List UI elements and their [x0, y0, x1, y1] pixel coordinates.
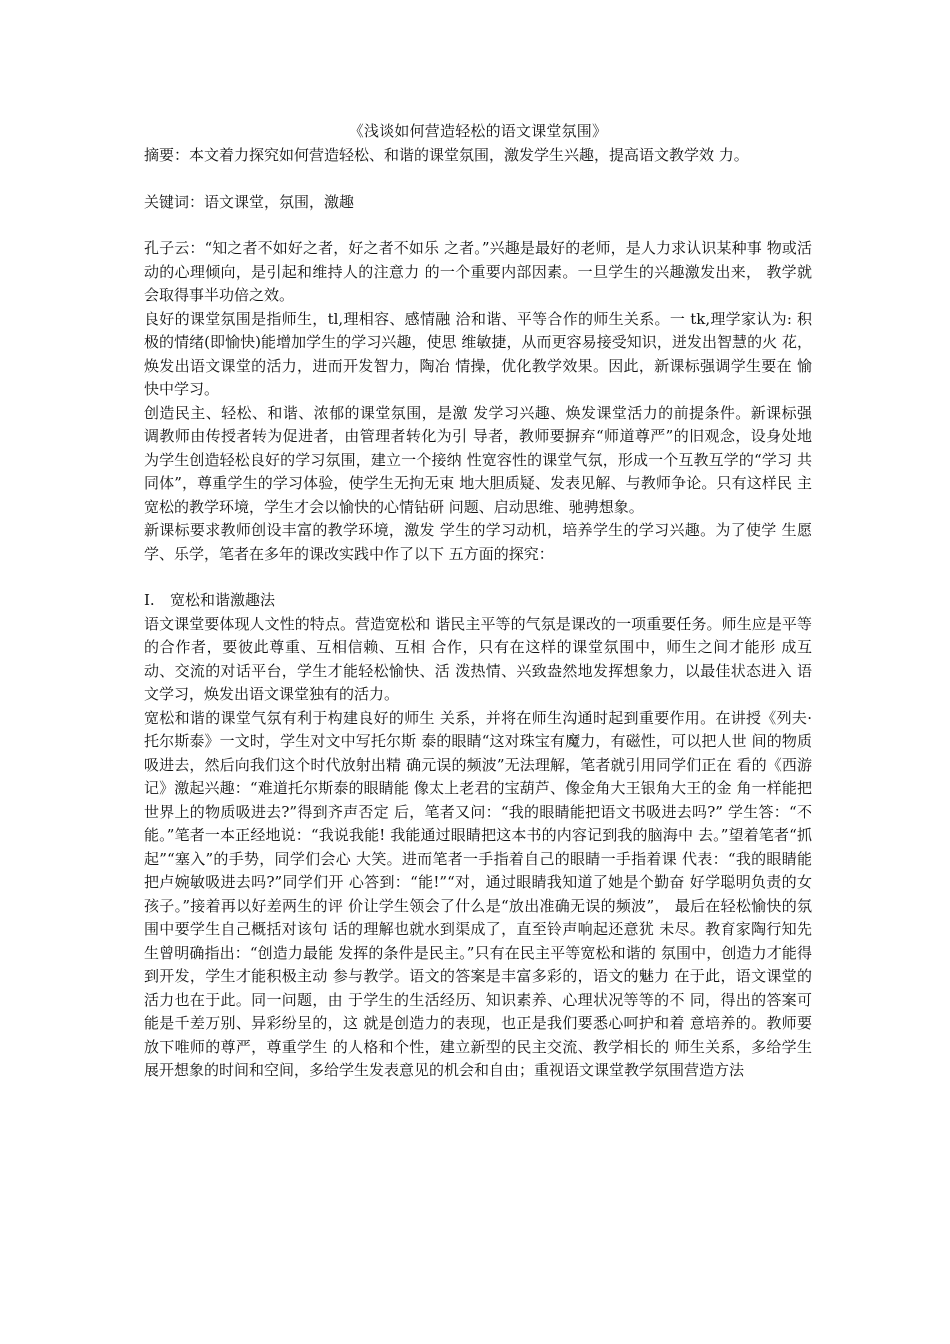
document-title: 《浅谈如何营造轻松的语文课堂氛围》	[348, 122, 608, 140]
intro-paragraph: 良好的课堂氛围是指师生，tl,理相容、感情融 洽和谐、平等合作的师生关系。一 tk,理学家认为: 积 极的情绪(即愉快)能增加学生的学习兴趣，使思 维敏捷，从而更容易接受知识，迸发出智慧的火 花，焕发出语文课堂的活力，进而开发智力，陶冶 情操，优化教学效果。因此，新课标强调学生要在 愉快中学习。	[144, 309, 812, 398]
spacer	[144, 566, 812, 589]
spacer	[144, 168, 812, 191]
section-title: 宽松和谐激趣法	[170, 591, 276, 609]
spacer	[144, 214, 812, 237]
intro-paragraph: 孔子云：“知之者不如好之者，好之者不如乐 之者。”兴趣是最好的老师，是人力求认识某种事 物或活动的心理倾向，是引起和维持人的注意力 的一个重要内部因素。一旦学生的兴趣激发出来， 教学就会取得事半功倍之效。	[144, 239, 812, 304]
intro-paragraph: 创造民主、轻松、和谐、浓郁的课堂氛围，是激 发学习兴趣、焕发课堂活力的前提条件。新课标强 调教师由传授者转为促进者，由管理者转化为引 导者，教师要摒弃“师道尊严”的旧观念，设身处地 为学生创造轻松良好的学习氛围，建立一个接纳 性宽容性的课堂气氛，形成一个互教互学的“学习 共同体”，尊重学生的学习体验，使学生无拘无束 地大胆质疑、发表见解、与教师争论。只有这样民 主宽松的教学环境，学生才会以愉快的心情钻研 问题、启动思维、驰骋想象。	[144, 403, 812, 516]
section-heading	[144, 589, 812, 613]
body-paragraph: 语文课堂要体现人文性的特点。营造宽松和 谐民主平等的气氛是课改的一项重要任务。师生应是平等的合作者，要彼此尊重、互相信赖、互相 合作，只有在这样的课堂氛围中，师生之间才能形 成互动、交流的对话平台，学生才能轻松愉快、活 泼热情、兴致盎然地发挥想象力，以最佳状态进入 语文学习，焕发出语文课堂独有的活力。	[144, 614, 812, 703]
body-paragraph: 宽松和谐的课堂气氛有利于构建良好的师生 关系，并将在师生沟通时起到重要作用。在讲授《列夫·托尔斯泰》一文时，学生对文中写托尔斯 泰的眼睛“这对珠宝有魔力，有磁性，可以把人世 间的物质吸进去，然后向我们这个时代放射出精 确元误的频波”无法理解，笔者就引用同学们正在 看的《西游记》激起兴趣：“难道托尔斯泰的眼睛能 像太上老君的宝葫芦、像金角大王银角大王的金 角一样能把世界上的物质吸进去?”得到齐声否定 后，笔者又问：“我的眼睛能把语文书吸进去吗?” 学生答：“不能。”笔者一本正经地说：“我说我能! 我能通过眼睛把这本书的内容记到我的脑海中 去。”望着笔者“抓起”“塞入”的手势，同学们会心 大笑。进而笔者一手指着自己的眼睛一手指着课 代表：“我的眼睛能把卢婉敏吸进去吗?”同学们开 心答到：“能!”“对，通过眼睛我知道了她是个勤奋 好学聪明负责的女孩子。”接着再以好差两生的评 价让学生领会了什么是“放出准确无误的频波”， 最后在轻松愉快的氛围中要学生自己概括对该句 话的理解也就水到渠成了，直至铃声响起还意犹 未尽。教育家陶行知先生曾明确指出：“创造力最能 发挥的条件是民主。”只有在民主平等宽松和谐的 氛围中，创造力才能得到开发，学生才能积极主动 参与教学。语文的答案是丰富多彩的，语文的魅力 在于此，语文课堂的活力也在于此。同一问题，由 于学生的生活经历、知识素养、心理状况等等的不 同，得出的答案可能是千差万别、异彩纷呈的，这 就是创造力的表现，也正是我们要悉心呵护和着 意培养的。教师要放下唯师的尊严，尊重学生 的人格和个性，建立新型的民主交流、教学相长的 师生关系，多给学生展开想象的时间和空间，多给学生发表意见的机会和自由；重视语文课堂教学氛围营造方法	[144, 708, 812, 1079]
abstract: 摘要：本文着力探究如何营造轻松、和谐的课堂氛围，激发学生兴趣，提高语文教学效 力。	[144, 146, 749, 164]
intro-paragraph: 新课标要求教师创设丰富的教学环境，激发 学生的学习动机，培养学生的学习兴趣。为了使学 生愿学、乐学，笔者在多年的课改实践中作了以下 五方面的探究：	[144, 521, 812, 563]
section-number: I.	[144, 591, 155, 609]
keywords: 关键词：语文课堂，氛围，激趣	[144, 192, 355, 211]
document-page	[144, 120, 812, 1083]
